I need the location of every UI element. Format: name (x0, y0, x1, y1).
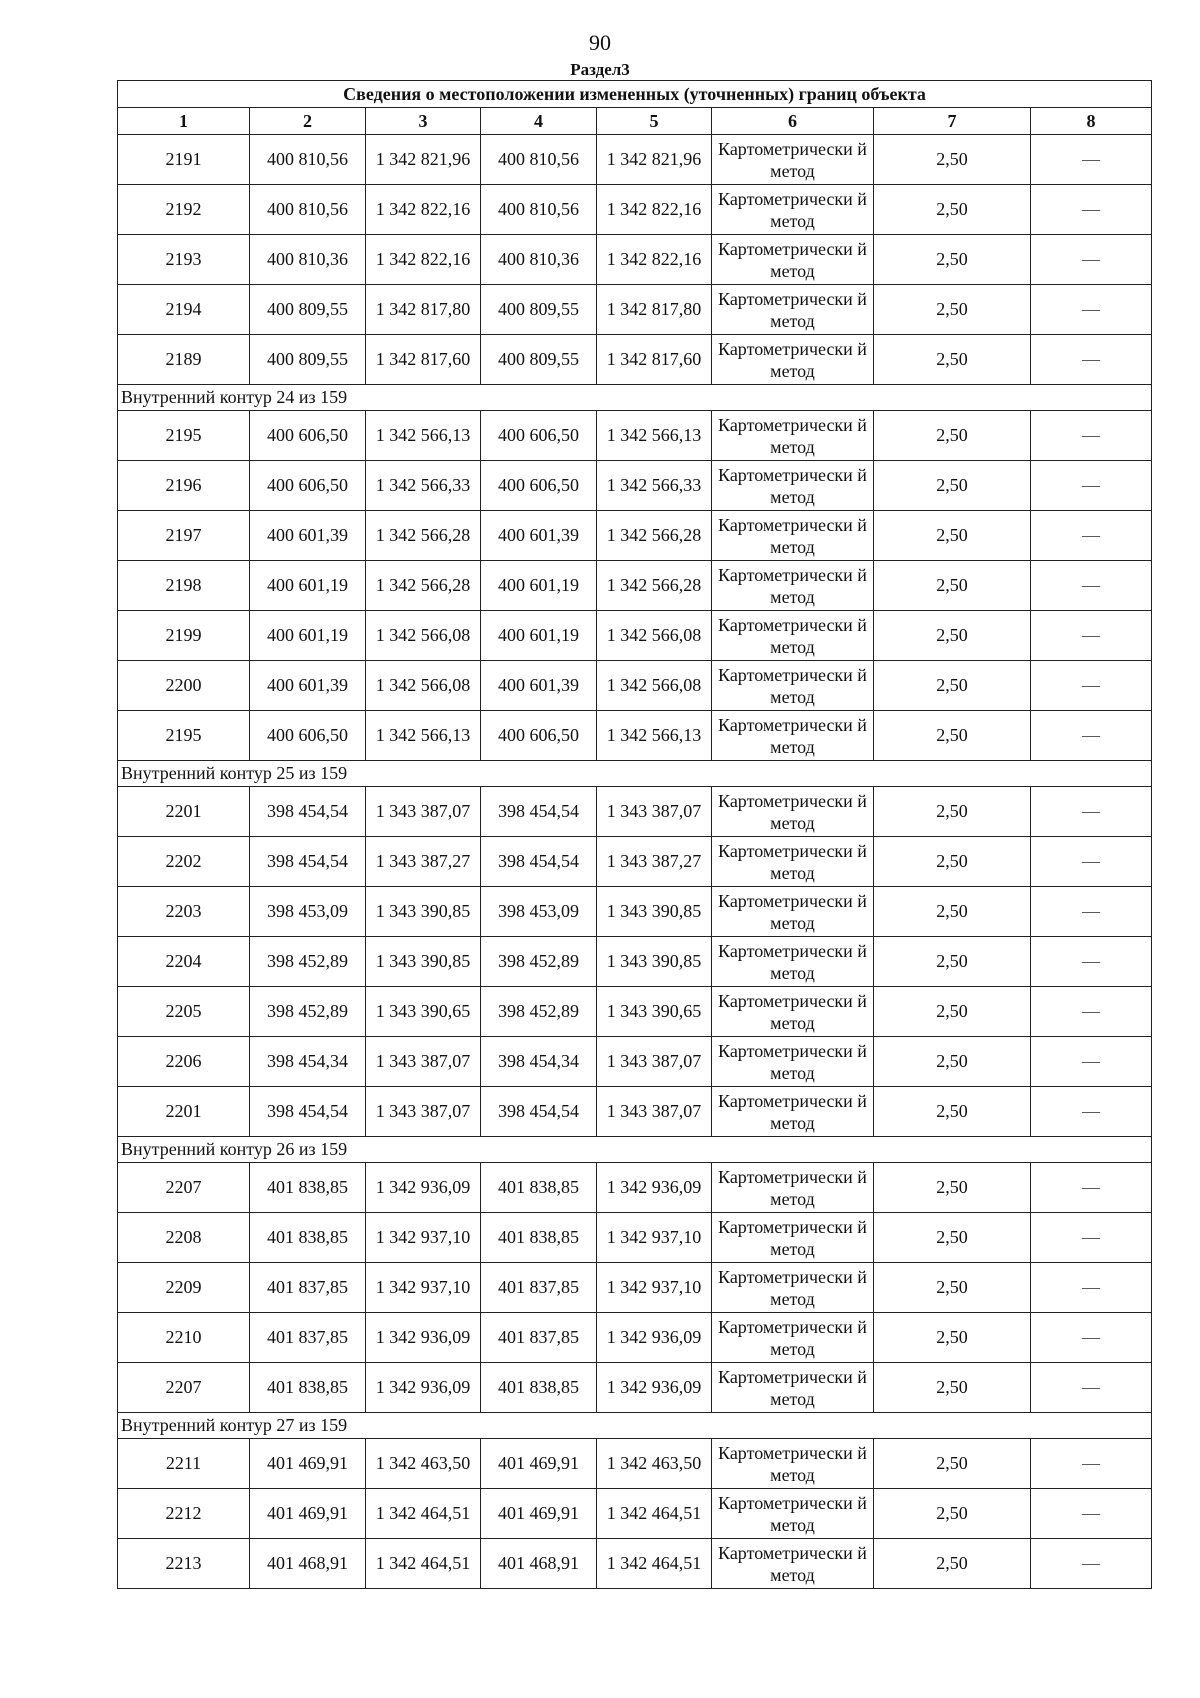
table-row (118, 1037, 1152, 1087)
contour-separator-row (118, 385, 1152, 411)
description-cell: — (1031, 1087, 1152, 1137)
y-coordinate-cell: 1 343 390,85 (366, 937, 481, 987)
y-coordinate-cell: 1 342 822,16 (366, 185, 481, 235)
y-coordinate-cell: 1 342 566,28 (597, 561, 712, 611)
y-coordinate-cell: 1 342 464,51 (597, 1539, 712, 1589)
x-coordinate-cell: 398 454,34 (481, 1037, 597, 1087)
section-label: Раздел3 (570, 60, 630, 79)
y-coordinate-cell: 1 342 936,09 (597, 1313, 712, 1363)
contour-label: Внутренний контур 26 из 159 (118, 1137, 1152, 1163)
description-cell: — (1031, 411, 1152, 461)
accuracy-cell: 2,50 (874, 1213, 1031, 1263)
contour-separator-row (118, 761, 1152, 787)
y-coordinate-cell: 1 343 387,07 (366, 1037, 481, 1087)
y-coordinate-cell: 1 342 464,51 (366, 1489, 481, 1539)
accuracy-cell: 2,50 (874, 887, 1031, 937)
y-coordinate-cell: 1 342 566,33 (366, 461, 481, 511)
x-coordinate-cell: 401 837,85 (481, 1263, 597, 1313)
y-coordinate-cell: 1 342 936,09 (597, 1163, 712, 1213)
x-coordinate-cell: 398 454,54 (250, 837, 366, 887)
table-row (118, 661, 1152, 711)
method-cell: Картометрически й метод (712, 1163, 874, 1213)
table-title: Сведения о местоположении измененных (уточненных) границ объекта (118, 81, 1152, 108)
y-coordinate-cell: 1 342 463,50 (597, 1439, 712, 1489)
y-coordinate-cell: 1 343 390,65 (366, 987, 481, 1037)
x-coordinate-cell: 398 452,89 (481, 937, 597, 987)
description-cell: — (1031, 1539, 1152, 1589)
x-coordinate-cell: 400 810,36 (481, 235, 597, 285)
y-coordinate-cell: 1 342 566,08 (366, 611, 481, 661)
description-cell: — (1031, 1213, 1152, 1263)
y-coordinate-cell: 1 342 822,16 (366, 235, 481, 285)
x-coordinate-cell: 401 837,85 (481, 1313, 597, 1363)
table-row (118, 511, 1152, 561)
y-coordinate-cell: 1 342 566,13 (366, 711, 481, 761)
method-cell: Картометрически й метод (712, 1363, 874, 1413)
y-coordinate-cell: 1 342 566,08 (597, 611, 712, 661)
method-cell: Картометрически й метод (712, 987, 874, 1037)
x-coordinate-cell: 400 601,39 (250, 661, 366, 711)
description-cell: — (1031, 787, 1152, 837)
column-header: 1 (118, 108, 250, 135)
page-number: 90 (589, 30, 611, 55)
x-coordinate-cell: 401 469,91 (250, 1489, 366, 1539)
point-number-cell: 2197 (118, 511, 250, 561)
method-cell: Картометрически й метод (712, 561, 874, 611)
y-coordinate-cell: 1 342 817,60 (597, 335, 712, 385)
method-cell: Картометрически й метод (712, 1539, 874, 1589)
accuracy-cell: 2,50 (874, 1037, 1031, 1087)
description-cell: — (1031, 1263, 1152, 1313)
point-number-cell: 2193 (118, 235, 250, 285)
column-header: 8 (1031, 108, 1152, 135)
description-cell: — (1031, 837, 1152, 887)
y-coordinate-cell: 1 342 464,51 (597, 1489, 712, 1539)
x-coordinate-cell: 400 606,50 (481, 411, 597, 461)
accuracy-cell: 2,50 (874, 335, 1031, 385)
accuracy-cell: 2,50 (874, 511, 1031, 561)
point-number-cell: 2211 (118, 1439, 250, 1489)
method-cell: Картометрически й метод (712, 1087, 874, 1137)
y-coordinate-cell: 1 343 390,85 (597, 887, 712, 937)
accuracy-cell: 2,50 (874, 1489, 1031, 1539)
y-coordinate-cell: 1 342 566,13 (597, 711, 712, 761)
accuracy-cell: 2,50 (874, 461, 1031, 511)
point-number-cell: 2204 (118, 937, 250, 987)
y-coordinate-cell: 1 342 566,28 (366, 561, 481, 611)
accuracy-cell: 2,50 (874, 711, 1031, 761)
contour-label: Внутренний контур 27 из 159 (118, 1413, 1152, 1439)
x-coordinate-cell: 400 606,50 (250, 711, 366, 761)
x-coordinate-cell: 401 469,91 (481, 1439, 597, 1489)
x-coordinate-cell: 398 454,34 (250, 1037, 366, 1087)
y-coordinate-cell: 1 342 566,08 (366, 661, 481, 711)
description-cell: — (1031, 561, 1152, 611)
x-coordinate-cell: 400 809,55 (250, 335, 366, 385)
accuracy-cell: 2,50 (874, 661, 1031, 711)
x-coordinate-cell: 400 810,56 (250, 185, 366, 235)
coordinates-table (117, 80, 1152, 1589)
point-number-cell: 2210 (118, 1313, 250, 1363)
description-cell: — (1031, 185, 1152, 235)
description-cell: — (1031, 1489, 1152, 1539)
y-coordinate-cell: 1 342 936,09 (366, 1313, 481, 1363)
x-coordinate-cell: 401 469,91 (250, 1439, 366, 1489)
point-number-cell: 2208 (118, 1213, 250, 1263)
table-row (118, 837, 1152, 887)
x-coordinate-cell: 400 809,55 (250, 285, 366, 335)
method-cell: Картометрически й метод (712, 837, 874, 887)
method-cell: Картометрически й метод (712, 711, 874, 761)
table-row (118, 787, 1152, 837)
x-coordinate-cell: 398 453,09 (481, 887, 597, 937)
y-coordinate-cell: 1 342 566,08 (597, 661, 712, 711)
description-cell: — (1031, 1163, 1152, 1213)
y-coordinate-cell: 1 342 821,96 (366, 135, 481, 185)
table-body (118, 135, 1152, 1589)
method-cell: Картометрически й метод (712, 937, 874, 987)
description-cell: — (1031, 1363, 1152, 1413)
point-number-cell: 2207 (118, 1363, 250, 1413)
y-coordinate-cell: 1 343 387,07 (366, 1087, 481, 1137)
y-coordinate-cell: 1 342 936,09 (366, 1363, 481, 1413)
table-row (118, 135, 1152, 185)
x-coordinate-cell: 398 453,09 (250, 887, 366, 937)
y-coordinate-cell: 1 343 387,07 (597, 787, 712, 837)
method-cell: Картометрически й метод (712, 185, 874, 235)
accuracy-cell: 2,50 (874, 837, 1031, 887)
x-coordinate-cell: 398 454,54 (481, 787, 597, 837)
table-title-row (118, 81, 1152, 108)
x-coordinate-cell: 401 838,85 (481, 1213, 597, 1263)
table-row (118, 461, 1152, 511)
method-cell: Картометрически й метод (712, 511, 874, 561)
description-cell: — (1031, 335, 1152, 385)
y-coordinate-cell: 1 342 566,13 (597, 411, 712, 461)
x-coordinate-cell: 398 452,89 (250, 937, 366, 987)
x-coordinate-cell: 400 601,19 (250, 611, 366, 661)
x-coordinate-cell: 398 452,89 (481, 987, 597, 1037)
x-coordinate-cell: 400 601,19 (481, 561, 597, 611)
contour-separator-row (118, 1413, 1152, 1439)
x-coordinate-cell: 400 606,50 (481, 711, 597, 761)
x-coordinate-cell: 398 454,54 (481, 1087, 597, 1137)
x-coordinate-cell: 401 469,91 (481, 1489, 597, 1539)
table-row (118, 235, 1152, 285)
point-number-cell: 2201 (118, 1087, 250, 1137)
accuracy-cell: 2,50 (874, 1439, 1031, 1489)
table-row (118, 1087, 1152, 1137)
y-coordinate-cell: 1 343 390,85 (597, 937, 712, 987)
table-row (118, 411, 1152, 461)
y-coordinate-cell: 1 342 937,10 (366, 1263, 481, 1313)
table-row (118, 611, 1152, 661)
x-coordinate-cell: 401 837,85 (250, 1313, 366, 1363)
description-cell: — (1031, 711, 1152, 761)
accuracy-cell: 2,50 (874, 411, 1031, 461)
point-number-cell: 2212 (118, 1489, 250, 1539)
column-header: 3 (366, 108, 481, 135)
x-coordinate-cell: 400 601,19 (250, 561, 366, 611)
contour-label: Внутренний контур 24 из 159 (118, 385, 1152, 411)
x-coordinate-cell: 400 809,55 (481, 285, 597, 335)
description-cell: — (1031, 1313, 1152, 1363)
method-cell: Картометрически й метод (712, 135, 874, 185)
point-number-cell: 2195 (118, 711, 250, 761)
x-coordinate-cell: 401 838,85 (481, 1363, 597, 1413)
y-coordinate-cell: 1 342 817,80 (597, 285, 712, 335)
column-header: 2 (250, 108, 366, 135)
table-row (118, 335, 1152, 385)
y-coordinate-cell: 1 343 387,27 (597, 837, 712, 887)
point-number-cell: 2202 (118, 837, 250, 887)
method-cell: Картометрически й метод (712, 1263, 874, 1313)
table-row (118, 987, 1152, 1037)
accuracy-cell: 2,50 (874, 1163, 1031, 1213)
table-row (118, 1363, 1152, 1413)
method-cell: Картометрически й метод (712, 411, 874, 461)
accuracy-cell: 2,50 (874, 1313, 1031, 1363)
description-cell: — (1031, 235, 1152, 285)
x-coordinate-cell: 401 838,85 (481, 1163, 597, 1213)
point-number-cell: 2198 (118, 561, 250, 611)
point-number-cell: 2191 (118, 135, 250, 185)
accuracy-cell: 2,50 (874, 611, 1031, 661)
table-row (118, 1163, 1152, 1213)
accuracy-cell: 2,50 (874, 937, 1031, 987)
table-row (118, 1539, 1152, 1589)
y-coordinate-cell: 1 342 566,28 (366, 511, 481, 561)
accuracy-cell: 2,50 (874, 135, 1031, 185)
y-coordinate-cell: 1 342 817,80 (366, 285, 481, 335)
accuracy-cell: 2,50 (874, 1539, 1031, 1589)
point-number-cell: 2194 (118, 285, 250, 335)
method-cell: Картометрически й метод (712, 787, 874, 837)
description-cell: — (1031, 937, 1152, 987)
x-coordinate-cell: 398 454,54 (250, 1087, 366, 1137)
x-coordinate-cell: 398 452,89 (250, 987, 366, 1037)
x-coordinate-cell: 400 601,39 (481, 661, 597, 711)
table-row (118, 1213, 1152, 1263)
x-coordinate-cell: 400 601,39 (481, 511, 597, 561)
method-cell: Картометрически й метод (712, 661, 874, 711)
y-coordinate-cell: 1 342 566,28 (597, 511, 712, 561)
x-coordinate-cell: 398 454,54 (481, 837, 597, 887)
x-coordinate-cell: 400 606,50 (250, 411, 366, 461)
table-row (118, 285, 1152, 335)
y-coordinate-cell: 1 343 390,65 (597, 987, 712, 1037)
x-coordinate-cell: 400 810,56 (250, 135, 366, 185)
x-coordinate-cell: 401 838,85 (250, 1163, 366, 1213)
description-cell: — (1031, 511, 1152, 561)
y-coordinate-cell: 1 342 937,10 (597, 1213, 712, 1263)
table-row (118, 711, 1152, 761)
x-coordinate-cell: 400 606,50 (250, 461, 366, 511)
point-number-cell: 2213 (118, 1539, 250, 1589)
column-number-row (118, 108, 1152, 135)
table-row (118, 1313, 1152, 1363)
point-number-cell: 2203 (118, 887, 250, 937)
accuracy-cell: 2,50 (874, 561, 1031, 611)
description-cell: — (1031, 611, 1152, 661)
x-coordinate-cell: 400 810,56 (481, 185, 597, 235)
y-coordinate-cell: 1 342 566,33 (597, 461, 712, 511)
x-coordinate-cell: 400 606,50 (481, 461, 597, 511)
method-cell: Картометрически й метод (712, 1037, 874, 1087)
y-coordinate-cell: 1 342 936,09 (597, 1363, 712, 1413)
y-coordinate-cell: 1 342 464,51 (366, 1539, 481, 1589)
x-coordinate-cell: 401 468,91 (250, 1539, 366, 1589)
method-cell: Картометрически й метод (712, 611, 874, 661)
column-header: 7 (874, 108, 1031, 135)
column-header: 6 (712, 108, 874, 135)
method-cell: Картометрически й метод (712, 1213, 874, 1263)
table-row (118, 561, 1152, 611)
x-coordinate-cell: 401 468,91 (481, 1539, 597, 1589)
x-coordinate-cell: 401 838,85 (250, 1213, 366, 1263)
y-coordinate-cell: 1 343 390,85 (366, 887, 481, 937)
y-coordinate-cell: 1 342 937,10 (366, 1213, 481, 1263)
point-number-cell: 2207 (118, 1163, 250, 1213)
x-coordinate-cell: 400 601,19 (481, 611, 597, 661)
column-header: 5 (597, 108, 712, 135)
y-coordinate-cell: 1 342 821,96 (597, 135, 712, 185)
x-coordinate-cell: 398 454,54 (250, 787, 366, 837)
accuracy-cell: 2,50 (874, 235, 1031, 285)
y-coordinate-cell: 1 343 387,27 (366, 837, 481, 887)
table-row (118, 1263, 1152, 1313)
y-coordinate-cell: 1 342 822,16 (597, 185, 712, 235)
y-coordinate-cell: 1 343 387,07 (597, 1037, 712, 1087)
point-number-cell: 2195 (118, 411, 250, 461)
x-coordinate-cell: 400 810,36 (250, 235, 366, 285)
description-cell: — (1031, 661, 1152, 711)
point-number-cell: 2205 (118, 987, 250, 1037)
method-cell: Картометрически й метод (712, 1313, 874, 1363)
method-cell: Картометрически й метод (712, 285, 874, 335)
x-coordinate-cell: 400 809,55 (481, 335, 597, 385)
description-cell: — (1031, 1439, 1152, 1489)
y-coordinate-cell: 1 342 937,10 (597, 1263, 712, 1313)
x-coordinate-cell: 401 838,85 (250, 1363, 366, 1413)
method-cell: Картометрически й метод (712, 461, 874, 511)
y-coordinate-cell: 1 343 387,07 (366, 787, 481, 837)
table-row (118, 937, 1152, 987)
description-cell: — (1031, 987, 1152, 1037)
y-coordinate-cell: 1 342 822,16 (597, 235, 712, 285)
method-cell: Картометрически й метод (712, 1489, 874, 1539)
column-header: 4 (481, 108, 597, 135)
accuracy-cell: 2,50 (874, 1263, 1031, 1313)
y-coordinate-cell: 1 342 817,60 (366, 335, 481, 385)
accuracy-cell: 2,50 (874, 1363, 1031, 1413)
point-number-cell: 2209 (118, 1263, 250, 1313)
point-number-cell: 2199 (118, 611, 250, 661)
contour-separator-row (118, 1137, 1152, 1163)
point-number-cell: 2196 (118, 461, 250, 511)
table-row (118, 887, 1152, 937)
y-coordinate-cell: 1 342 566,13 (366, 411, 481, 461)
accuracy-cell: 2,50 (874, 185, 1031, 235)
table-row (118, 1439, 1152, 1489)
description-cell: — (1031, 285, 1152, 335)
accuracy-cell: 2,50 (874, 987, 1031, 1037)
point-number-cell: 2201 (118, 787, 250, 837)
table-row (118, 185, 1152, 235)
description-cell: — (1031, 1037, 1152, 1087)
y-coordinate-cell: 1 342 936,09 (366, 1163, 481, 1213)
method-cell: Картометрически й метод (712, 235, 874, 285)
description-cell: — (1031, 887, 1152, 937)
description-cell: — (1031, 135, 1152, 185)
contour-label: Внутренний контур 25 из 159 (118, 761, 1152, 787)
x-coordinate-cell: 400 810,56 (481, 135, 597, 185)
table-row (118, 1489, 1152, 1539)
point-number-cell: 2189 (118, 335, 250, 385)
accuracy-cell: 2,50 (874, 787, 1031, 837)
x-coordinate-cell: 401 837,85 (250, 1263, 366, 1313)
y-coordinate-cell: 1 343 387,07 (597, 1087, 712, 1137)
method-cell: Картометрически й метод (712, 335, 874, 385)
point-number-cell: 2200 (118, 661, 250, 711)
point-number-cell: 2206 (118, 1037, 250, 1087)
x-coordinate-cell: 400 601,39 (250, 511, 366, 561)
description-cell: — (1031, 461, 1152, 511)
accuracy-cell: 2,50 (874, 285, 1031, 335)
point-number-cell: 2192 (118, 185, 250, 235)
method-cell: Картометрически й метод (712, 1439, 874, 1489)
accuracy-cell: 2,50 (874, 1087, 1031, 1137)
y-coordinate-cell: 1 342 463,50 (366, 1439, 481, 1489)
method-cell: Картометрически й метод (712, 887, 874, 937)
